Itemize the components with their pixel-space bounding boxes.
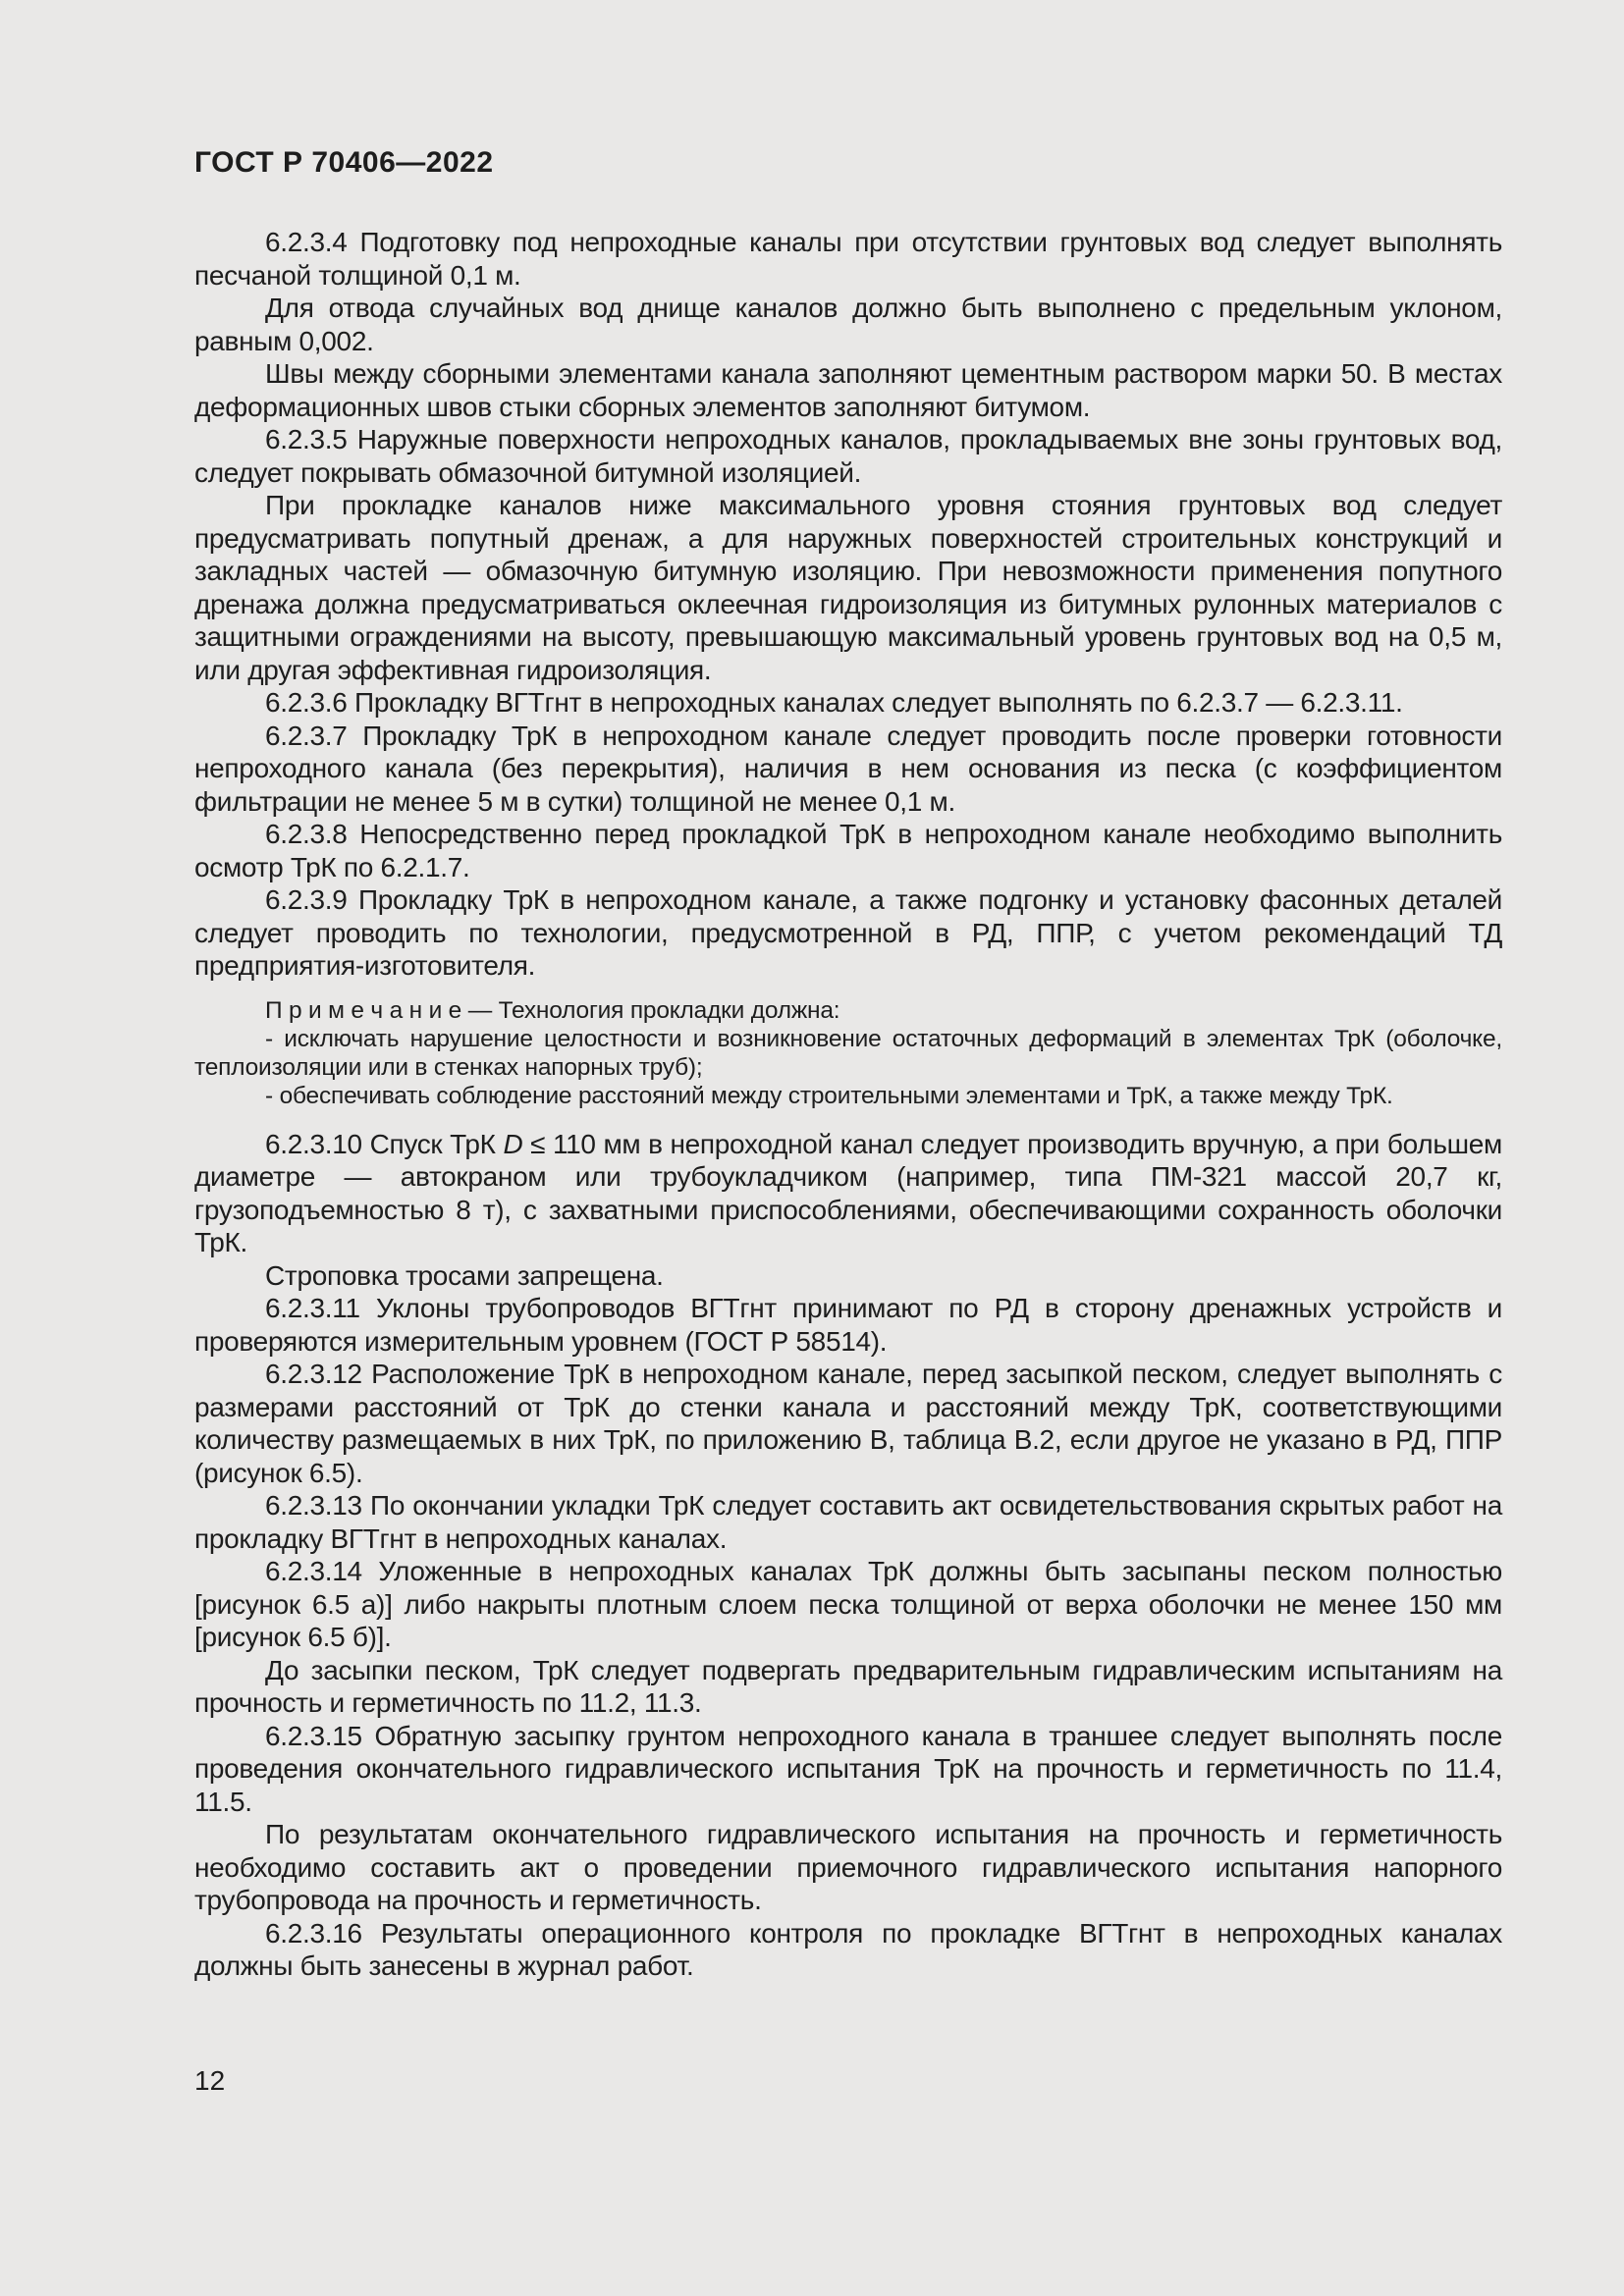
clause-6-2-3-6: 6.2.3.6 Прокладку ВГТгнт в непроходных каналах следует выполнять по 6.2.3.7 — 6.2.3.11. xyxy=(265,687,1403,718)
paragraph-acceptance-test-act: По результатам окончательного гидравлического испытания на прочность и герметичность необходимо составить акт о проведении приемочного гидравлического испытания напорного трубопровода на прочность и герметичность. xyxy=(194,1819,1502,1915)
clause-6-2-3-7: 6.2.3.7 Прокладку ТрК в непроходном канале следует проводить после проверки готовности непроходного канала (без перекрытия), наличия в нем основания из песка (с коэффициентом фильтрации не менее 5 м в сутки) толщиной не менее 0,1 м. xyxy=(194,720,1502,817)
note-item-1: - исключать нарушение целостности и возникновение остаточных деформаций в элементах ТрК (оболочке, теплоизоляции или в стенках напорных труб); xyxy=(194,1025,1502,1081)
diameter-variable: D xyxy=(503,1128,523,1159)
paragraph-groundwater-insulation: При прокладке каналов ниже максимального уровня стояния грунтовых вод следует предусматривать попутный дренаж, а для наружных поверхностей строительных конструкций и закладных частей — обмазочную битумную изоляцию. При невозможности применения попутного дренажа должна предусматриваться оклеечная гидроизоляция из битумных рулонных материалов с защитными ограждениями на высоту, превышающую максимальный уровень грунтовых вод на 0,5 м, или другая эффективная гидроизоляция. xyxy=(194,490,1502,685)
document-body xyxy=(194,226,1502,1983)
clause-6-2-3-11: 6.2.3.11 Уклоны трубопроводов ВГТгнт принимают по РД в сторону дренажных устройств и проверяются измерительным уровнем (ГОСТ Р 58514). xyxy=(194,1293,1502,1357)
note-heading: П р и м е ч а н и е — Технология прокладки должна: xyxy=(265,996,840,1024)
clause-6-2-3-5: 6.2.3.5 Наружные поверхности непроходных каналов, прокладываемых вне зоны грунтовых вод, следует покрывать обмазочной битумной изоляцией. xyxy=(194,424,1502,488)
note-item-2: - обеспечивать соблюдение расстояний между строительными элементами и ТрК, а также между ТрК. xyxy=(265,1082,1393,1109)
clause-6-2-3-13: 6.2.3.13 По окончании укладки ТрК следует составить акт освидетельствования скрытых работ на прокладку ВГТгнт в непроходных каналах. xyxy=(194,1490,1502,1554)
paragraph-pre-hydraulic-test: До засыпки песком, ТрК следует подвергать предварительным гидравлическим испытаниям на прочность и герметичность по 11.2, 11.3. xyxy=(194,1654,1502,1718)
clause-6-2-3-9: 6.2.3.9 Прокладку ТрК в непроходном канале, а также подгонку и установку фасонных деталей следует проводить по технологии, предусмотренной в РД, ППР, с учетом рекомендаций ТД предприятия-изготовителя. xyxy=(194,884,1502,981)
clause-6-2-3-15: 6.2.3.15 Обратную засыпку грунтом непроходного канала в траншее следует выполнять после проведения окончательного гидравлического испытания ТрК на прочность и герметичность по 11.4, 11.5. xyxy=(194,1720,1502,1817)
page-number: 12 xyxy=(194,2065,226,2096)
clause-6-2-3-10-post: ≤ 110 мм в непроходной канал следует производить вручную, а при большем диаметре — автокраном или трубоукладчиком (например, типа ПМ-321 массой 20,7 кг, грузоподъемностью 8 т), с захватными приспособлениями, обеспечивающими сохранность оболочки ТрК. xyxy=(194,1128,1502,1257)
clause-6-2-3-12: 6.2.3.12 Расположение ТрК в непроходном канале, перед засыпкой песком, следует выполнять с размерами расстояний от ТрК до стенки канала и расстояний между ТрК, соответствующими количеству размещаемых в них ТрК, по приложению В, таблица В.2, если другое не указано в РД, ППР (рисунок 6.5). xyxy=(194,1359,1502,1488)
paragraph-sling-prohibited: Строповка тросами запрещена. xyxy=(265,1259,664,1291)
clause-6-2-3-10-pre: 6.2.3.10 Спуск ТрК xyxy=(265,1128,504,1159)
clause-6-2-3-8: 6.2.3.8 Непосредственно перед прокладкой ТрК в непроходном канале необходимо выполнить осмотр ТрК по 6.2.1.7. xyxy=(194,819,1502,882)
paragraph-drainage-slope: Для отвода случайных вод днище каналов должно быть выполнено с предельным уклоном, равным 0,002. xyxy=(194,293,1502,356)
note-block xyxy=(194,996,1502,1110)
clause-6-2-3-16: 6.2.3.16 Результаты операционного контроля по прокладке ВГТгнт в непроходных каналах должны быть занесены в журнал работ. xyxy=(194,1917,1502,1981)
clause-6-2-3-14: 6.2.3.14 Уложенные в непроходных каналах ТрК должны быть засыпаны песком полностью [рисунок 6.5 а)] либо накрыты плотным слоем песка толщиной от верха оболочки не менее 150 мм [рисунок 6.5 б)]. xyxy=(194,1556,1502,1652)
paragraph-seams-mortar: Швы между сборными элементами канала заполняют цементным раствором марки 50. В местах деформационных швов стыки сборных элементов заполняют битумом. xyxy=(194,358,1502,422)
running-header-standard-designation: ГОСТ Р 70406—2022 xyxy=(194,146,494,179)
clause-6-2-3-10 xyxy=(194,1128,1502,1259)
clause-6-2-3-4: 6.2.3.4 Подготовку под непроходные каналы при отсутствии грунтовых вод следует выполнять песчаной толщиной 0,1 м. xyxy=(194,227,1502,291)
